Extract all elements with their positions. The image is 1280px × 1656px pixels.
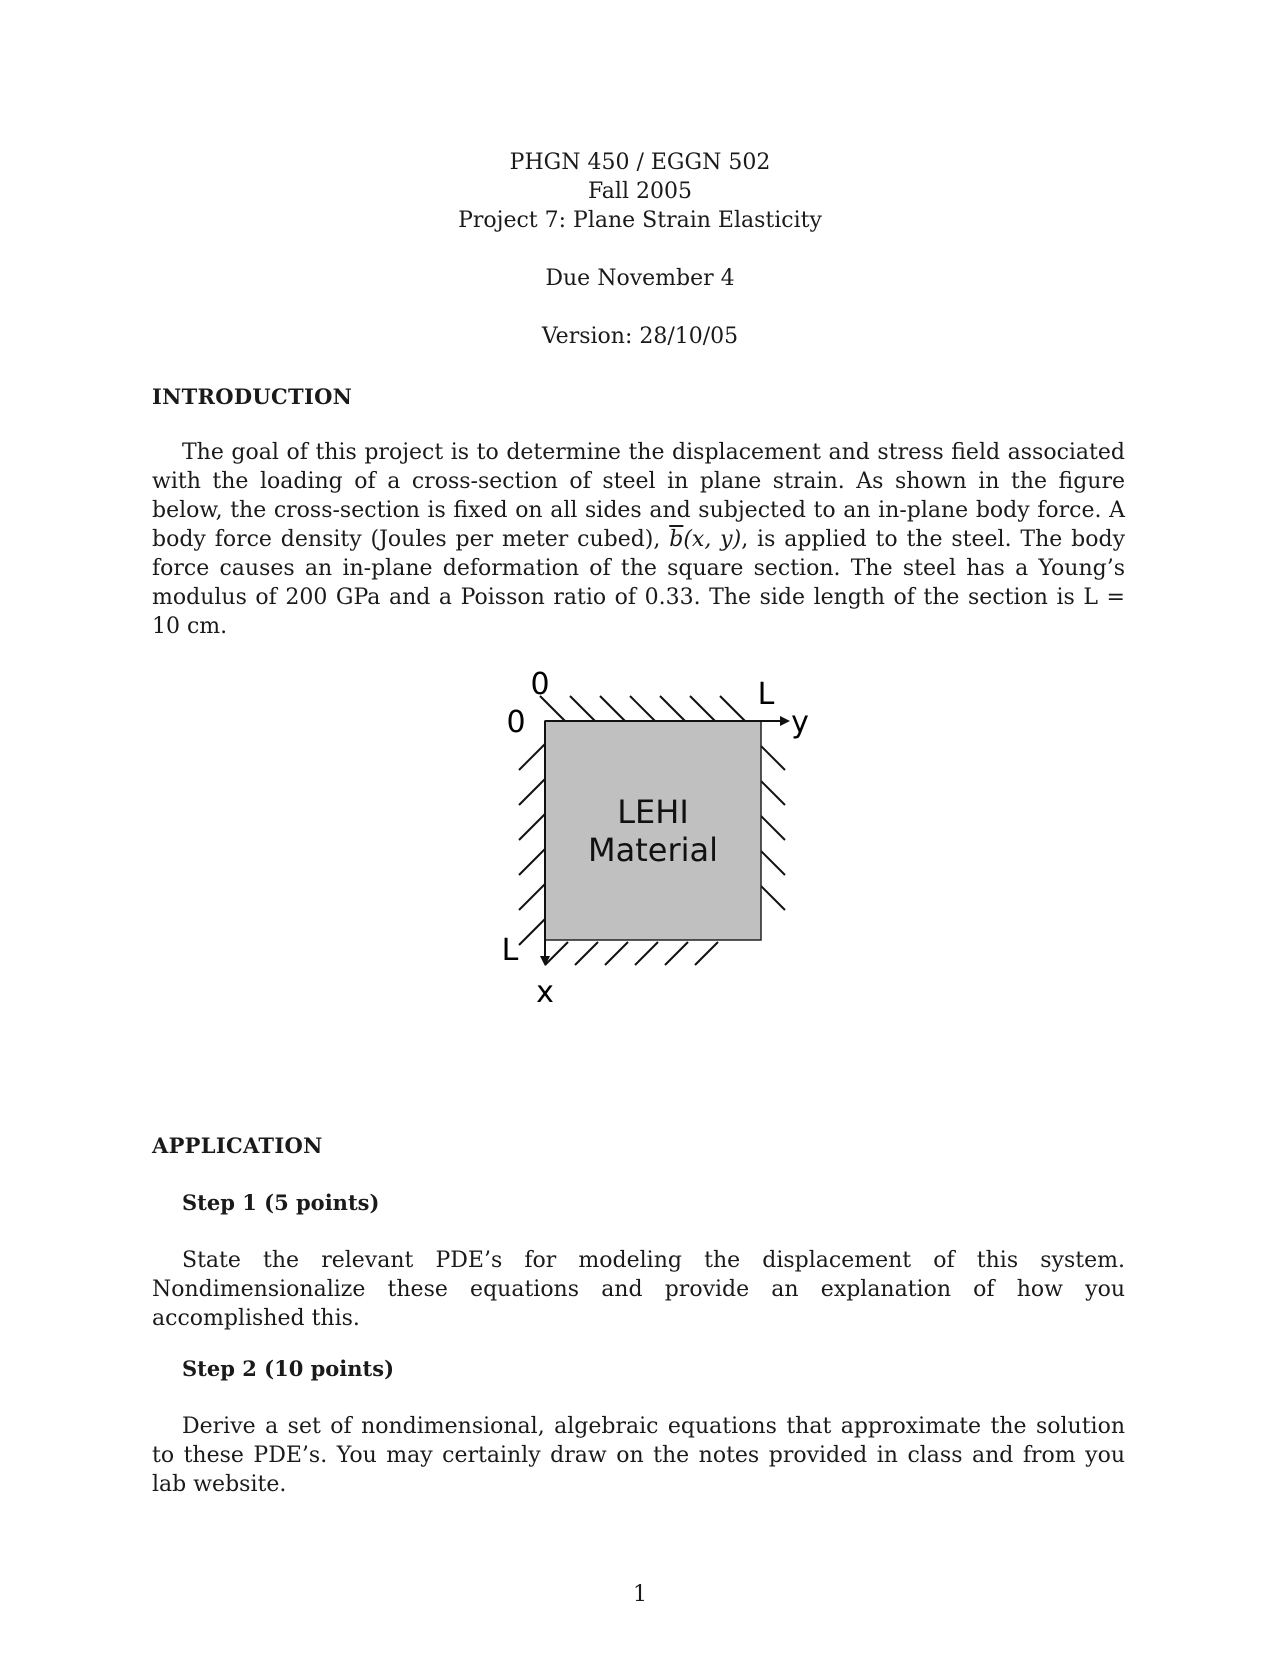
term: Fall 2005 (588, 179, 692, 204)
left-hatching (519, 744, 545, 945)
step2-heading: Step 2 (10 points) (182, 1356, 395, 1381)
step1-heading: Step 1 (5 points) (182, 1190, 380, 1215)
step1-paragraph: State the relevant PDE’s for modeling the displacement of this system. Nondimensionalize these equations and provide an explanation of how you accomplished this. (152, 1248, 1125, 1331)
origin-left-label: 0 (506, 705, 526, 740)
application-heading: APPLICATION (152, 1133, 323, 1158)
material-label-line2: Material (588, 831, 718, 869)
due-date: Due November 4 (545, 266, 735, 291)
y-axis-label: y (791, 705, 809, 740)
y-axis-arrowhead (780, 716, 790, 726)
project-title: Project 7: Plane Strain Elasticity (458, 208, 822, 233)
intro-text-part2: , is applied to the steel. The body force causes an in-plane deformation of the square section. The steel has a Young’s modulus of 200 GPa and a Poisson ratio of 0.33. The side length of the section is L = 10 cm. (152, 527, 1125, 639)
cross-section-figure (460, 660, 820, 1030)
material-label-line1: LEHI (617, 793, 689, 831)
figure-svg (460, 660, 820, 1030)
origin-top-label: 0 (530, 667, 550, 702)
version: Version: 28/10/05 (541, 324, 739, 349)
course-title: PHGN 450 / EGGN 502 (509, 150, 771, 175)
intro-text-part1: The goal of this project is to determine the displacement and stress field associated with the loading of a cross-section of steel in plane strain. As shown in the figure below, the cross-section is fixed on all sides and subjected to an in-plane body force. A body force density (Joules per meter cubed), (152, 440, 1125, 552)
bottom-hatching (545, 942, 718, 965)
introduction-heading: INTRODUCTION (152, 384, 353, 409)
body-force-args: (x, y) (683, 527, 742, 552)
x-axis-label: x (536, 975, 554, 1010)
body-force-symbol: $\overline{b}$ (669, 527, 684, 552)
right-hatching (761, 746, 785, 910)
bottom-left-L-label: L (501, 933, 519, 968)
top-right-L-label: L (757, 677, 775, 712)
page-number: 1 (633, 1582, 647, 1607)
top-hatching (540, 696, 745, 721)
introduction-paragraph (152, 438, 1125, 641)
step2-paragraph: Derive a set of nondimensional, algebraic equations that approximate the solution to these PDE’s. You may certainly draw on the notes provided in class and from you lab website. (152, 1414, 1125, 1497)
title-block (0, 148, 1280, 351)
